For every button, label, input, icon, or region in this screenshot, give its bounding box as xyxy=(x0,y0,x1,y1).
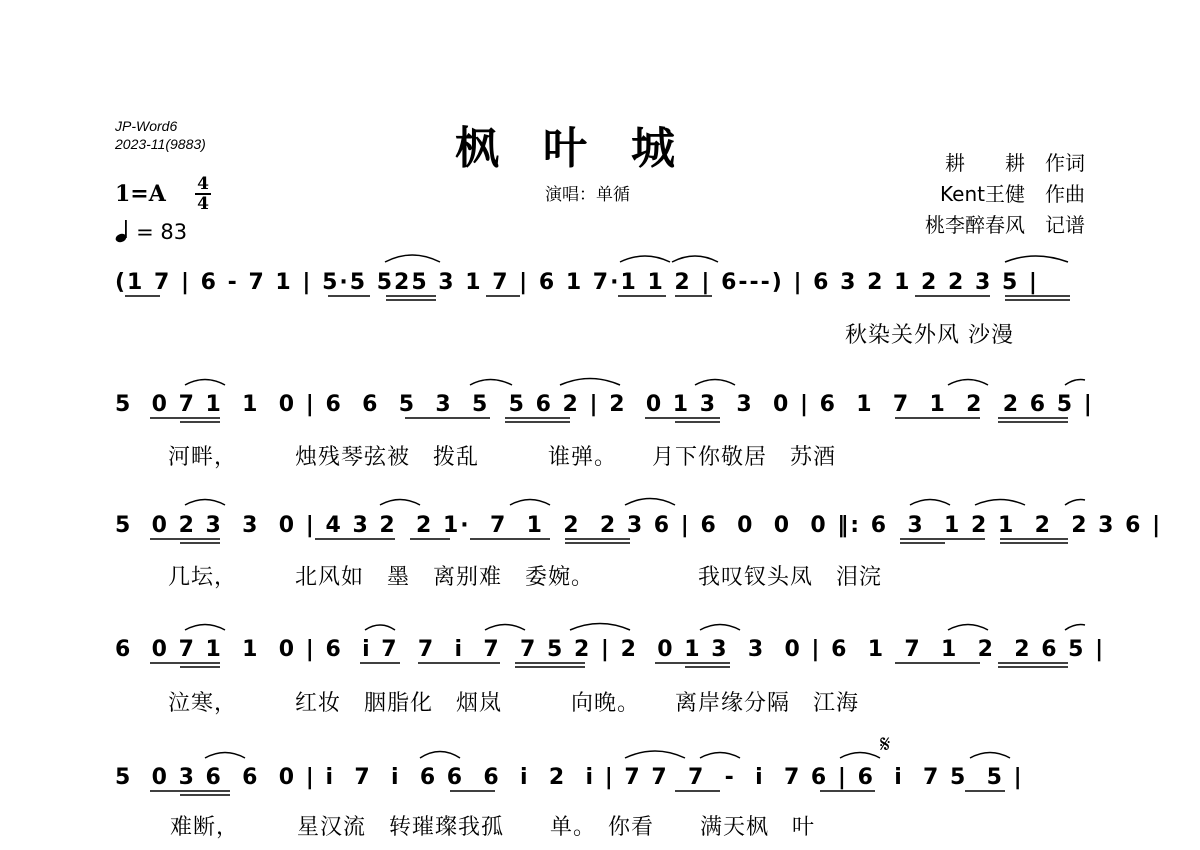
edition-code: 2023-11(9883) xyxy=(115,136,206,152)
time-signature-top: 4 xyxy=(197,174,209,194)
composer-credit: Kent王健 作曲 xyxy=(940,182,1085,206)
system-5-notes: 5 0 3 6 6 0 | i 7 i 6 6 6 i 2 i | 7 7 7 - i 7 6 | 6 i 7 5 5 | xyxy=(115,765,1024,790)
lyricist-credit: 耕 耕 作词 xyxy=(945,151,1085,175)
system-1-notes: (1 7 | 6 - 7 1 | 5·5 525 3 1 7 | 6 1 7·1 1 2 | 6---) | 6 3 2 1 2 2 3 5 | xyxy=(115,270,1039,295)
software-version: JP-Word6 xyxy=(115,118,178,134)
system-3-notes: 5 0 2 3 3 0 | 4 3 2 2 1· 7 1 2 2 3 6 | 6 0 0 0 ‖: 6 3 1 2 1 2 2 3 6 | xyxy=(115,513,1163,538)
transcriber-credit: 桃李醉春风 记谱 xyxy=(925,213,1085,237)
segno-icon: 𝄋 xyxy=(880,730,891,758)
system-1-lyrics: 秋染关外风 沙漫 xyxy=(845,323,1014,348)
time-signature-bottom: 4 xyxy=(197,194,209,214)
tempo-value: = 83 xyxy=(136,220,188,244)
singer-credit: 演唱：单循 xyxy=(545,185,630,205)
system-2-notes: 5 0 7 1 1 0 | 6 6 5 3 5 5 6 2 | 2 0 1 3 3 0 | 6 1 7 1 2 2 6 5 | xyxy=(115,392,1094,417)
system-4-notes: 6 0 7 1 1 0 | 6 i 7 7 i 7 7 5 2 | 2 0 1 3 3 0 | 6 1 7 1 2 2 6 5 | xyxy=(115,637,1106,662)
system-3-lyrics: 几坛， 北风如 墨 离别难 委婉。 我叹钗头凤 泪浣 xyxy=(168,565,883,590)
system-4-lyrics: 泣寒， 红妆 胭脂化 烟岚 向晚。 离岸缘分隔 江海 xyxy=(168,691,860,716)
key-signature: 1=A xyxy=(115,181,166,207)
song-title: 枫 叶 城 xyxy=(455,123,675,174)
system-5-lyrics: 难断， 星汉流 转璀璨我孤 单。 你看 满天枫 叶 xyxy=(170,815,816,840)
system-2-lyrics: 河畔， 烛残琴弦被 拨乱 谁弹。 月下你敬居 苏酒 xyxy=(168,445,837,470)
